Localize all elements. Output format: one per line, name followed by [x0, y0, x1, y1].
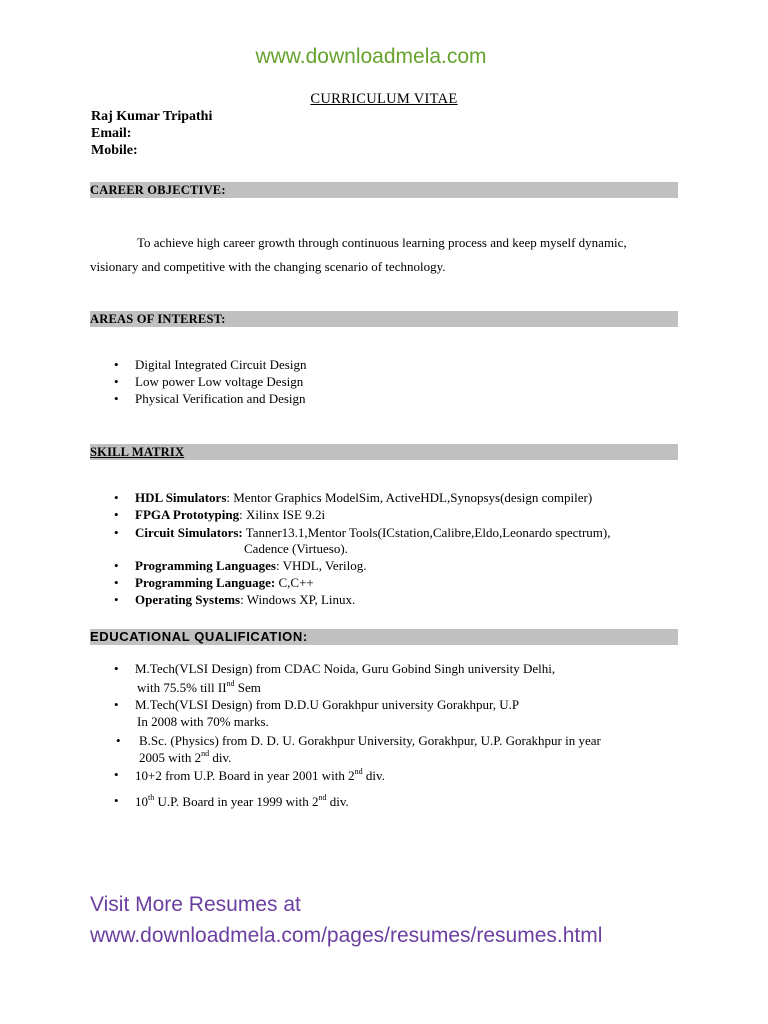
edu-text: 10 — [135, 794, 148, 809]
skill-label: Programming Languages — [135, 558, 276, 573]
page-title: CURRICULUM VITAE — [310, 91, 458, 107]
list-item — [135, 575, 314, 591]
edu-item-3-line1: B.Sc. (Physics) from D. D. U. Gorakhpur University, Gorakhpur, U.P. Gorakhpur in year — [139, 733, 601, 748]
bullet-icon: • — [114, 661, 119, 676]
bullet-icon: • — [114, 793, 119, 808]
edu-sup: th — [148, 793, 155, 802]
skill-label: HDL Simulators — [135, 490, 227, 505]
bullet-icon: • — [114, 697, 119, 712]
skill-value-continuation: Cadence (Virtueso). — [244, 541, 348, 556]
mobile-label: Mobile: — [91, 143, 138, 158]
skill-sep: : — [240, 592, 247, 607]
bullet-icon: • — [114, 767, 119, 782]
career-text-line1: To achieve high career growth through continuous learning process and keep myself dynamic, — [137, 235, 627, 250]
edu-item-1-line1: M.Tech(VLSI Design) from CDAC Noida, Guru Gobind Singh university Delhi, — [135, 661, 556, 676]
skills-heading: SKILL MATRIX — [90, 445, 185, 459]
skill-sep: : — [239, 507, 246, 522]
footer-link[interactable]: www.downloadmela.com/pages/resumes/resumes.html — [90, 924, 603, 947]
bullet-icon: • — [116, 733, 121, 748]
bullet-icon: • — [114, 592, 119, 607]
bullet-icon: • — [114, 525, 119, 540]
skill-value: Tanner13.1,Mentor Tools(ICstation,Calibre,Eldo,Leonardo spectrum), — [245, 525, 611, 540]
edu-item-5 — [135, 793, 349, 810]
skill-value: Windows XP, Linux. — [246, 592, 356, 607]
interests-heading: AREAS OF INTEREST: — [90, 312, 226, 326]
email-label: Email: — [91, 126, 132, 141]
edu-sup: nd — [354, 767, 363, 776]
edu-text: div. — [362, 768, 385, 783]
edu-sup: nd — [226, 679, 235, 688]
skill-sep: : — [275, 558, 283, 573]
edu-sup: nd — [318, 793, 327, 802]
footer-text: Visit More Resumes at — [90, 893, 301, 916]
edu-text: with 75.5% till II — [137, 680, 227, 695]
edu-text: div. — [326, 794, 349, 809]
skill-label: FPGA Prototyping — [135, 507, 240, 522]
bullet-icon: • — [114, 391, 119, 406]
list-item — [135, 507, 325, 523]
skill-value: C,C++ — [278, 575, 314, 590]
edu-text: U.P. Board in year 1999 with 2 — [154, 794, 319, 809]
bullet-icon: • — [114, 507, 119, 522]
education-heading: EDUCATIONAL QUALIFICATION: — [90, 629, 308, 644]
career-text-line2: visionary and competitive with the changing scenario of technology. — [90, 259, 446, 274]
list-item — [135, 592, 355, 608]
list-item: Physical Verification and Design — [135, 391, 306, 406]
skill-value: Xilinx ISE 9.2i — [246, 507, 326, 522]
watermark-link[interactable]: www.downloadmela.com — [255, 45, 487, 68]
edu-sup: nd — [201, 749, 210, 758]
edu-text: 10+2 from U.P. Board in year 2001 with 2 — [135, 768, 355, 783]
skill-label: Operating Systems — [135, 592, 241, 607]
section-education — [90, 629, 678, 645]
edu-text: Sem — [234, 680, 261, 695]
list-item: Digital Integrated Circuit Design — [135, 357, 307, 372]
candidate-name: Raj Kumar Tripathi — [91, 109, 213, 124]
edu-text: 2005 with 2 — [139, 750, 202, 765]
list-item — [135, 525, 611, 541]
career-heading: CAREER OBJECTIVE: — [90, 183, 226, 197]
list-item: Low power Low voltage Design — [135, 374, 304, 389]
list-item — [135, 558, 367, 574]
skill-value: Mentor Graphics ModelSim, ActiveHDL,Synopsys(design compiler) — [233, 490, 593, 505]
skill-value: VHDL, Verilog. — [282, 558, 367, 573]
skill-label: Circuit Simulators: — [135, 525, 243, 540]
bullet-icon: • — [114, 357, 119, 372]
edu-item-4 — [135, 767, 385, 784]
skill-label: Programming Language: — [135, 575, 276, 590]
bullet-icon: • — [114, 490, 119, 505]
edu-text: div. — [209, 750, 232, 765]
edu-item-1-line2 — [137, 679, 261, 696]
bullet-icon: • — [114, 575, 119, 590]
list-item — [135, 490, 592, 506]
edu-item-3-line2 — [139, 749, 231, 766]
bullet-icon: • — [114, 558, 119, 573]
edu-item-2-line2: In 2008 with 70% marks. — [137, 714, 269, 729]
bullet-icon: • — [114, 374, 119, 389]
skill-sep: : — [226, 490, 234, 505]
edu-item-2-line1: M.Tech(VLSI Design) from D.D.U Gorakhpur university Gorakhpur, U.P — [135, 697, 520, 712]
section-skill-matrix — [90, 444, 678, 460]
section-areas-of-interest — [90, 311, 678, 327]
section-career-objective — [90, 182, 678, 198]
